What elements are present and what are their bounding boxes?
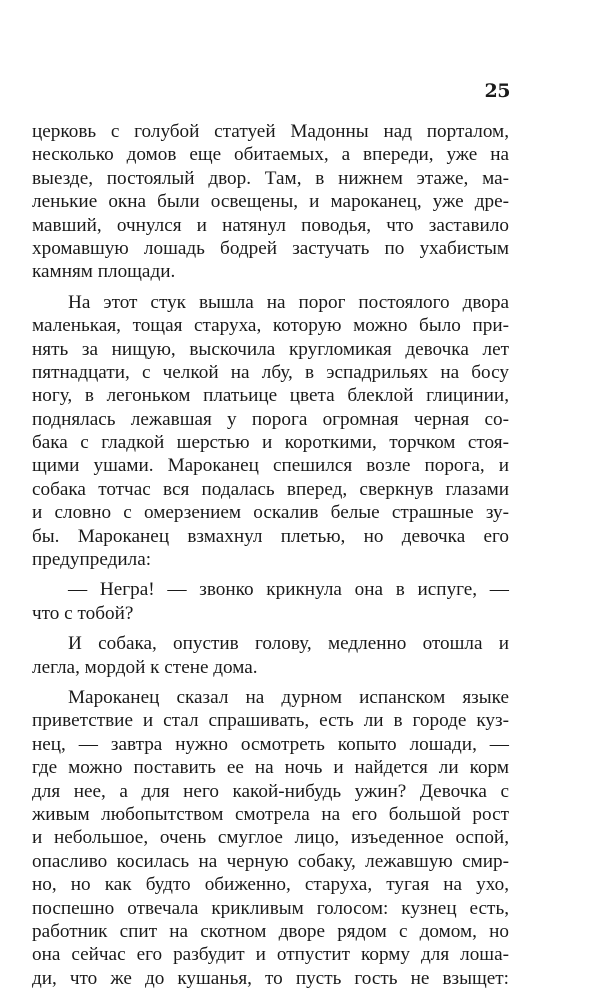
text-line: где можно поставить ее на ночь и найдется ли корм xyxy=(32,757,509,779)
text-line: живым любопытством смотрела на его большой рост xyxy=(32,803,509,825)
text-line: камням площади. xyxy=(32,261,176,283)
text-line: приветствие и стал спрашивать, есть ли в городе куз- xyxy=(32,710,509,732)
text-line: но, но как будто обиженно, старуха, тугая на ухо, xyxy=(32,874,509,896)
text-line: церковь с голубой статуей Мадонны над порталом, xyxy=(32,121,509,142)
text-line: пятнадцати, с челкой на лбу, в эспадрильях на босу xyxy=(32,361,509,383)
text-line: работник спит на скотном дворе рядом с домом, но xyxy=(32,920,509,942)
text-line: собака тотчас вся подалась вперед, сверкнув глазами xyxy=(32,478,509,500)
paragraph xyxy=(32,120,509,284)
text-line: бы. Мароканец взмахнул плетью, но девочка его xyxy=(32,525,509,547)
text-line: Мароканец сказал на дурном испанском языке xyxy=(68,686,509,708)
text-line: несколько домов еще обитаемых, а впереди, уже на xyxy=(32,144,509,166)
text-line: ди, что же до кушанья, то пусть гость не взыщет: xyxy=(32,967,509,989)
text-line: и небольшое, очень смуглое лицо, изъеденное оспой, xyxy=(32,827,509,849)
text-line: и словно с омерзением оскалив белые страшные зу- xyxy=(32,502,509,524)
text-line: На этот стук вышла на порог постоялого двора xyxy=(68,291,509,313)
page-number: 25 xyxy=(484,80,510,102)
text-line: для нее, а для него какой-нибудь ужин? Девочка с xyxy=(32,780,509,802)
text-line: щими ушами. Мароканец спешился возле порога, и xyxy=(32,455,509,477)
text-line: ленькие окна были освещены, и мароканец, уже дре- xyxy=(32,191,509,213)
paragraph xyxy=(32,291,509,572)
paragraph xyxy=(32,578,509,625)
text-line: нять за нищую, выскочила кругломикая девочка лет xyxy=(32,338,509,360)
text-line: маленькая, тощая старуха, которую можно было при- xyxy=(32,315,509,337)
text-line: — Негра! — звонко крикнула она в испуге, — xyxy=(68,579,509,601)
paragraph xyxy=(32,686,509,990)
text-line: предупредила: xyxy=(32,549,152,571)
text-line: И собака, опустив голову, медленно отошла и xyxy=(68,633,509,655)
text-line: легла, мордой к стене дома. xyxy=(32,656,258,678)
text-line: хромавшую лошадь бодрей застучать по ухабистым xyxy=(32,237,509,259)
text-line: бака с гладкой шерстью и короткими, торчком стоя- xyxy=(32,432,509,454)
text-line: что с тобой? xyxy=(32,602,134,624)
text-line: ногу, в легоньком платьице цвета блеклой глицинии, xyxy=(32,385,509,407)
paragraph xyxy=(32,632,509,679)
text-line: она сейчас его разбудит и отпустит корму для лоша- xyxy=(32,944,509,966)
text-line: опасливо косилась на черную собаку, лежавшую смир- xyxy=(32,850,509,872)
text-line: выезде, постоялый двор. Там, в нижнем этаже, ма- xyxy=(32,167,509,189)
text-line: поднялась лежавшая у порога огромная черная со- xyxy=(32,408,509,430)
book-text xyxy=(32,120,509,990)
text-line: нец, — завтра нужно осмотреть копыто лошади, — xyxy=(32,733,509,755)
text-line: мавший, очнулся и натянул поводья, что заставило xyxy=(32,214,509,236)
text-line: поспешно отвечала крикливым голосом: кузнец есть, xyxy=(32,897,509,919)
